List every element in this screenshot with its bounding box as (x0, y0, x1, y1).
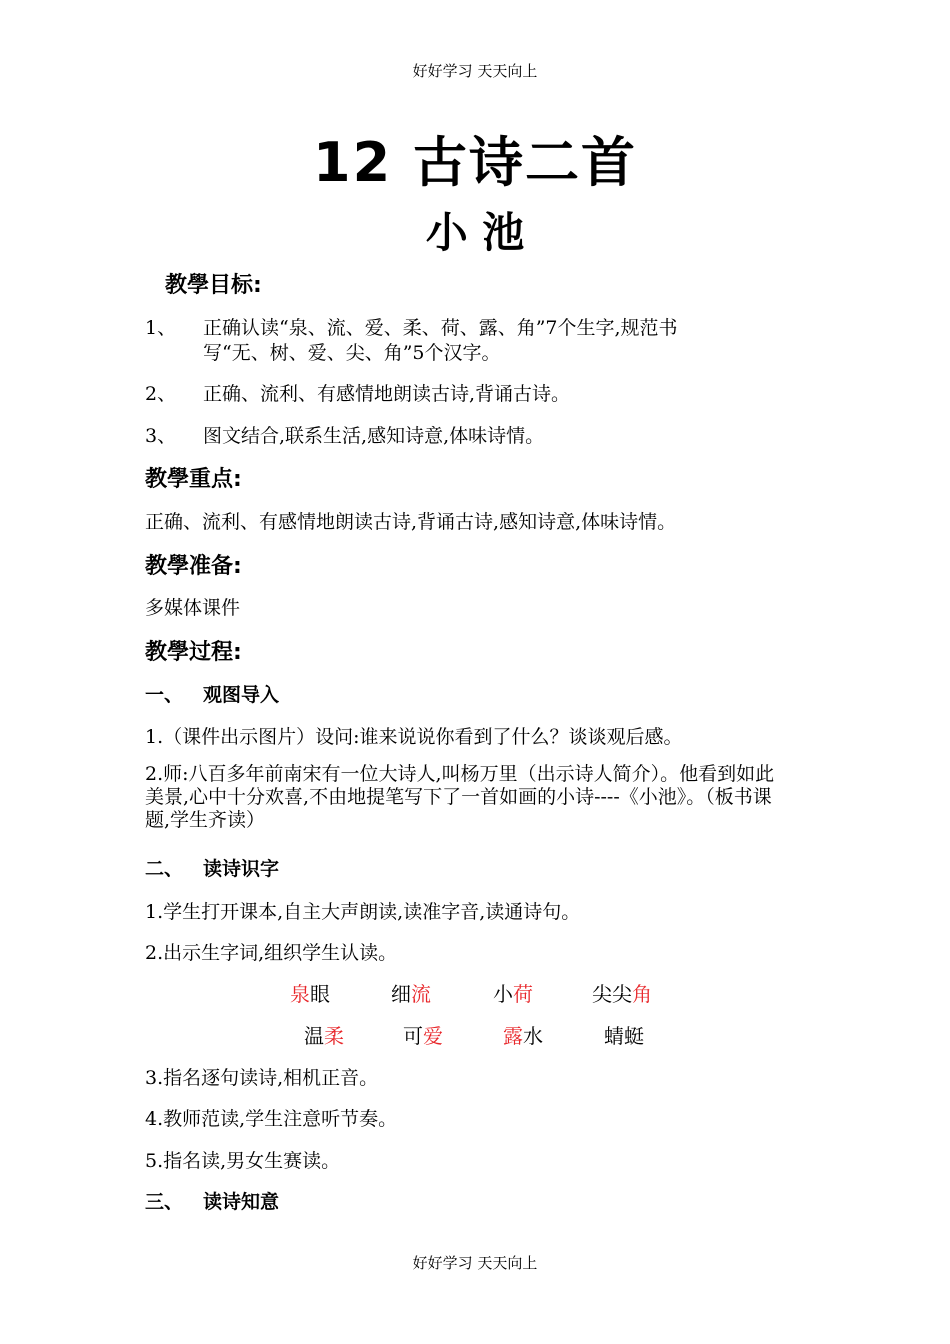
vocab-new-char: 柔 (324, 1024, 344, 1048)
vocab-word (503, 1020, 543, 1049)
goal-2-number: 2、 (145, 383, 177, 405)
vocab-known-char: 蜻蜓 (604, 1024, 644, 1048)
section-2-step-5: 5.指名读,男女生赛读。 (145, 1150, 341, 1172)
section-1-step-1: 1.（课件出示图片）设问:谁来说说你看到了什么？谈谈观后感。 (145, 726, 683, 748)
vocab-known-char: 小 (493, 982, 513, 1006)
vocab-new-char: 爱 (423, 1024, 443, 1048)
section-2-number: 二、 (145, 858, 184, 880)
preparation-heading: 教學准备: (145, 554, 242, 579)
vocab-word (604, 1020, 644, 1049)
section-1-number: 一、 (145, 684, 184, 706)
goal-1-line1: 正确认读“泉、流、爱、柔、荷、露、角”7个生字,规范书 (203, 317, 678, 339)
goal-3-number: 3、 (145, 425, 177, 447)
section-3-title: 读诗知意 (203, 1191, 280, 1213)
vocab-known-char: 尖尖 (592, 982, 632, 1006)
vocab-new-char: 角 (632, 982, 652, 1006)
goal-2-text: 正确、流利、有感情地朗读古诗,背诵古诗。 (203, 383, 571, 405)
key-points-heading: 教學重点: (145, 467, 242, 492)
vocab-word (304, 1020, 344, 1049)
vocab-word (391, 978, 431, 1007)
goals-heading: 教學目标: (165, 273, 262, 298)
poem-title: 小 池 (425, 208, 525, 257)
vocab-known-char: 温 (304, 1024, 324, 1048)
vocab-known-char: 可 (403, 1024, 423, 1048)
page-footer: 好好学习 天天向上 (412, 1254, 538, 1272)
vocab-new-char: 泉 (290, 982, 310, 1006)
vocab-word (290, 978, 330, 1007)
section-3-number: 三、 (145, 1191, 184, 1213)
vocab-new-char: 流 (411, 982, 431, 1006)
vocab-known-char: 眼 (310, 982, 330, 1006)
vocab-known-char: 水 (523, 1024, 543, 1048)
vocab-known-char: 细 (391, 982, 411, 1006)
section-2-step-1: 1.学生打开课本,自主大声朗读,读准字音,读通诗句。 (145, 901, 581, 923)
page-header: 好好学习 天天向上 (412, 62, 538, 80)
section-1-title: 观图导入 (203, 684, 280, 706)
vocab-word (493, 978, 533, 1007)
process-heading: 教學过程: (145, 640, 242, 665)
vocab-new-char: 露 (503, 1024, 523, 1048)
vocab-word (403, 1020, 443, 1049)
section-2-title: 读诗识字 (203, 858, 280, 880)
key-points-text: 正确、流利、有感情地朗读古诗,背诵古诗,感知诗意,体味诗情。 (145, 511, 677, 533)
section-2-step-4: 4.教师范读,学生注意听节奏。 (145, 1108, 398, 1130)
goal-3-text: 图文结合,联系生活,感知诗意,体味诗情。 (203, 425, 545, 447)
section-1-step-2: 2.师:八百多年前南宋有一位大诗人,叫杨万里（出示诗人简介）。他看到如此美景,心中十分欢喜,不由地提笔写下了一首如画的小诗----《小池》。（板书课题,学生齐读） (145, 763, 775, 831)
section-2-step-2: 2.出示生字词,组织学生认读。 (145, 942, 398, 964)
goal-1-line2: 写“无、树、爱、尖、角”5个汉字。 (203, 342, 501, 364)
vocab-word (592, 978, 652, 1007)
preparation-text: 多媒体课件 (145, 597, 241, 619)
goal-1-number: 1、 (145, 317, 177, 339)
page-title: 12 古诗二首 (313, 131, 637, 194)
vocab-new-char: 荷 (513, 982, 533, 1006)
section-2-step-3: 3.指名逐句读诗,相机正音。 (145, 1067, 379, 1089)
